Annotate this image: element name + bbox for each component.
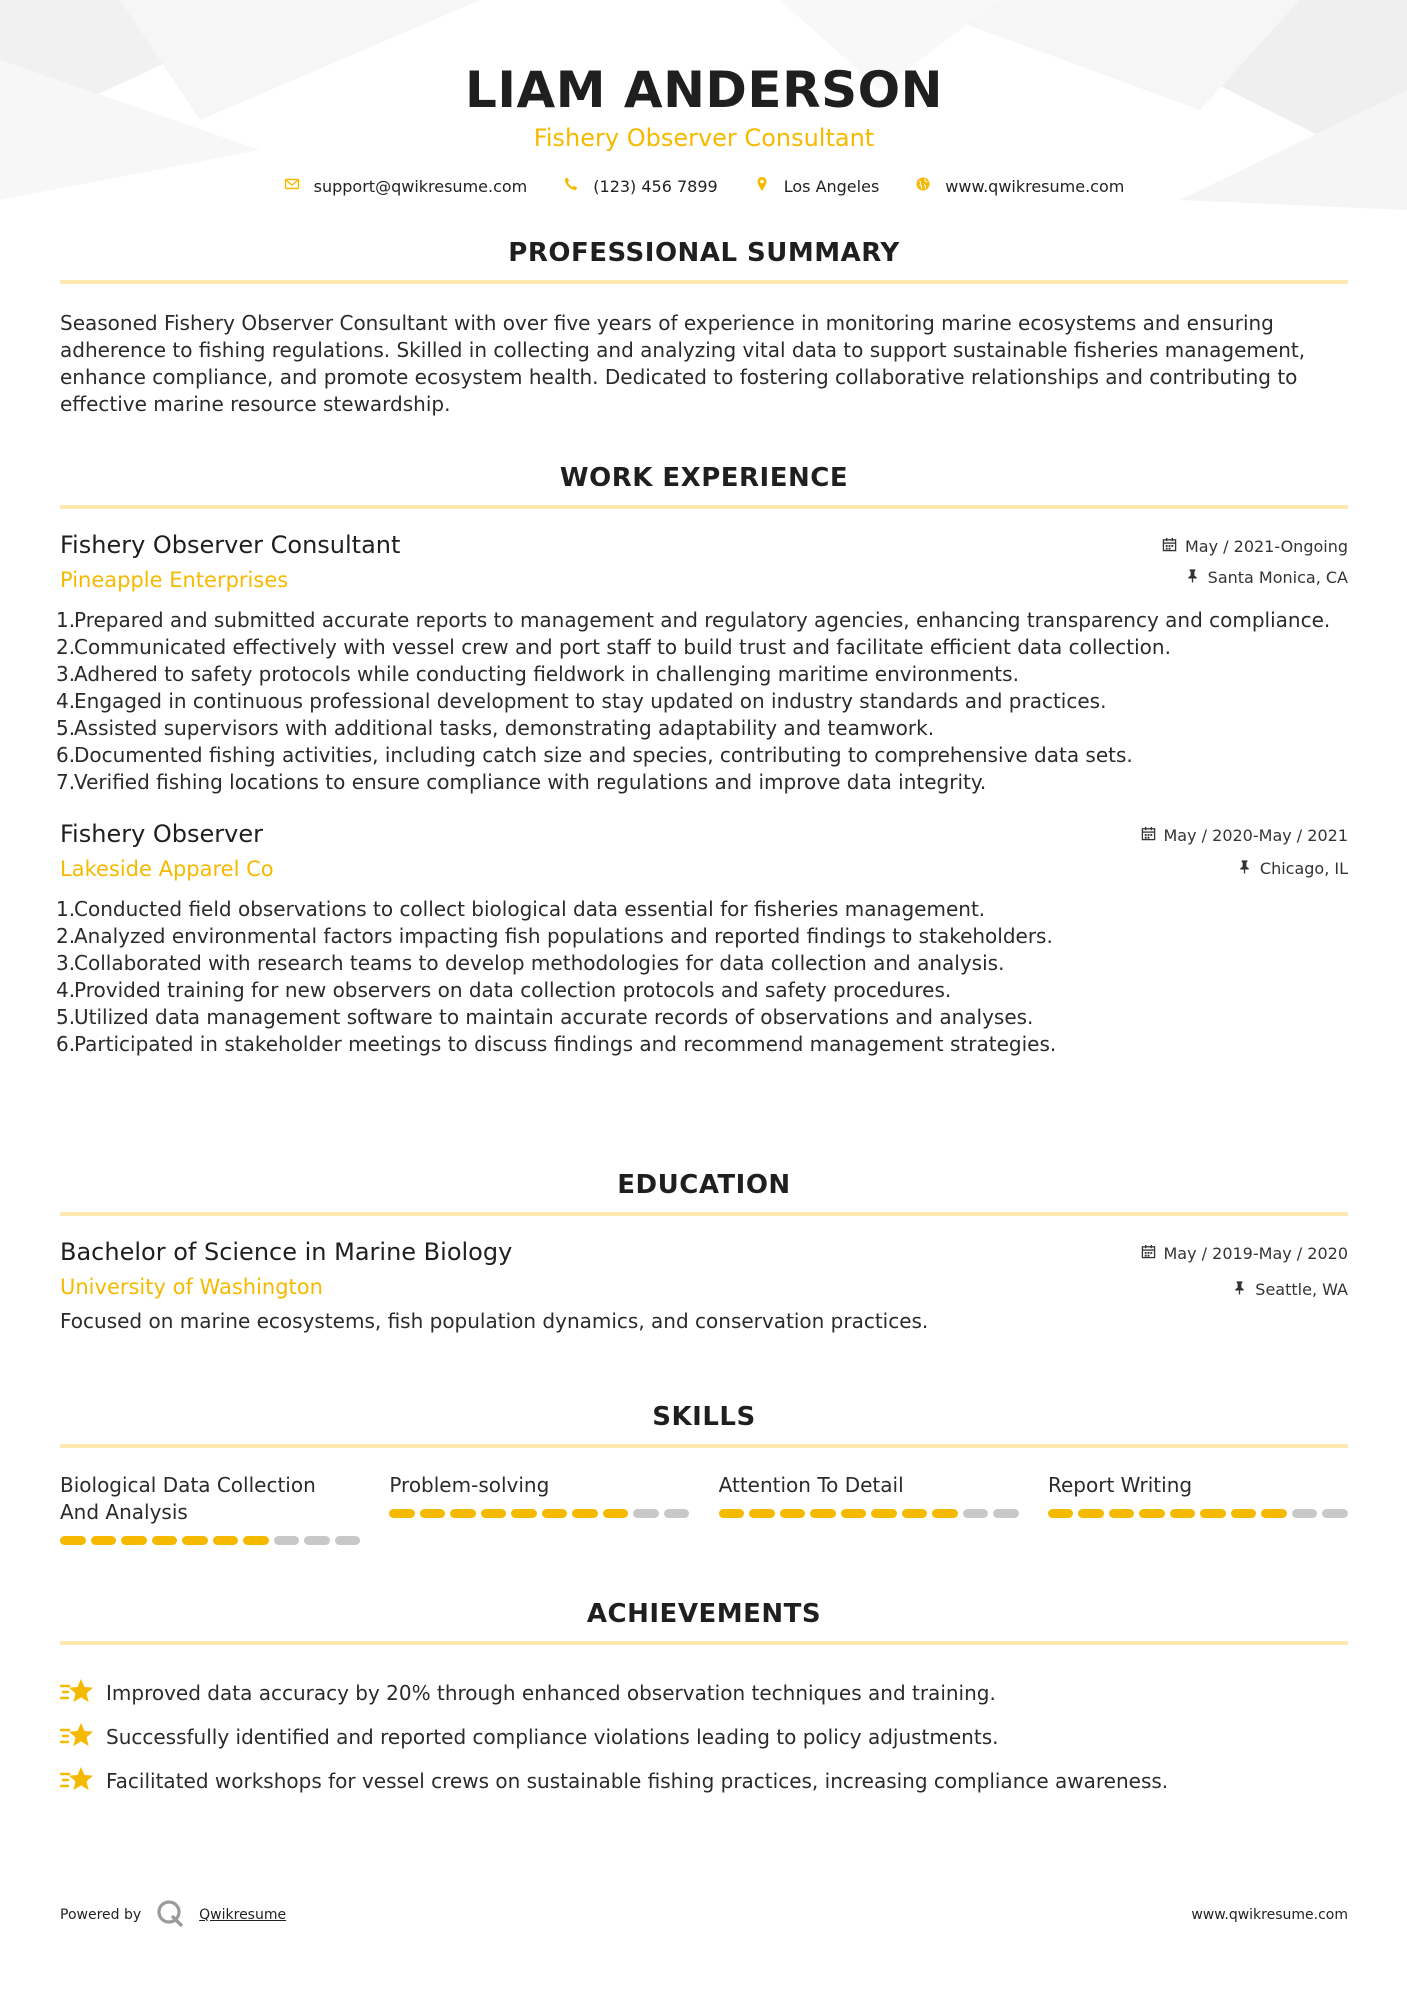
skill-rating-bar [719,1509,1019,1518]
job-role: Fishery Observer Consultant [60,531,401,559]
job-date [1162,535,1348,557]
candidate-title: Fishery Observer Consultant [533,124,875,152]
skill-segment-filled [780,1509,806,1518]
skill-rating-bar [60,1536,360,1545]
envelope-icon [284,176,300,196]
skill-segment-filled [1078,1509,1104,1518]
list-item: 3. Collaborated with research teams to develop methodologies for data collection and analysis. [56,951,1005,975]
skill-segment-filled [542,1509,568,1518]
list-item: 5. Utilized data management software to maintain accurate records of observations and analyses. [56,1005,1034,1029]
skill-name: Report Writing [1047,1473,1193,1497]
achievement-item [60,1759,1348,1803]
job-company: Lakeside Apparel Co [60,857,274,881]
job-date [1141,824,1349,846]
skill-name: Attention To Detail [718,1473,904,1497]
skill-item [389,1472,689,1545]
skills-heading: SKILLS [652,1402,756,1432]
degree: Bachelor of Science in Marine Biology [60,1238,513,1266]
contact-email[interactable] [284,176,528,196]
skill-segment-filled [1170,1509,1196,1518]
skill-segment-filled [1200,1509,1226,1518]
skill-segment-filled [389,1509,415,1518]
skill-segment-filled [91,1536,117,1545]
skill-segment-empty [963,1509,989,1518]
list-item: 5. Assisted supervisors with additional tasks, demonstrating adaptability and teamwork. [56,716,935,740]
achievement-list [60,1671,1348,1803]
list-item: 2. Analyzed environmental factors impacting fish populations and reported findings to stakeholders. [56,924,1053,948]
skill-segment-empty [993,1509,1019,1518]
education-location [1141,1278,1349,1300]
skill-segment-filled [871,1509,897,1518]
achievements-heading: ACHIEVEMENTS [586,1599,822,1629]
job-date-text: May / 2020-May / 2021 [1163,825,1348,845]
job-date-text: May / 2021-Ongoing [1185,536,1348,556]
school: University of Washington [60,1275,323,1299]
star-icon [60,1720,94,1755]
education-heading: EDUCATION [617,1170,791,1200]
education-section [60,1168,1348,1335]
skill-segment-filled [1139,1509,1165,1518]
job-location-text: Santa Monica, CA [1207,567,1348,587]
powered-by [60,1898,286,1932]
skill-segment-filled [1048,1509,1074,1518]
section-divider [60,280,1348,284]
skill-segment-filled [902,1509,928,1518]
list-item: 4. Engaged in continuous professional development to stay updated on industry standards and practices. [56,689,1107,713]
job-location [1141,857,1349,879]
education-date [1141,1242,1349,1264]
skill-item [60,1472,360,1545]
summary-text: Seasoned Fishery Observer Consultant with over five years of experience in monitoring marine ecosystems and ensuring adherence to fishing regulations. Skilled in collecting and analyzing vital data to support sustainable fisheries management, enhance compliance, and promote ecosystem health. Dedicated to fostering collaborative relationships and contributing to effective marine resource stewardship. [60,311,1306,416]
skills-list [60,1472,1348,1545]
qwikresume-link[interactable]: Qwikresume [199,1907,287,1923]
skill-segment-filled [60,1536,86,1545]
list-item: 1. Conducted field observations to collect biological data essential for fisheries management. [56,897,986,921]
skill-segment-filled [121,1536,147,1545]
education-description: Focused on marine ecosystems, fish population dynamics, and conservation practices. [60,1309,929,1333]
skill-segment-filled [932,1509,958,1518]
education-entry [60,1236,1348,1335]
contact-phone[interactable] [563,176,717,196]
list-item: 2. Communicated effectively with vessel crew and port staff to build trust and facilitate efficient data collection. [56,635,1171,659]
skill-segment-empty [1322,1509,1348,1518]
experience-heading: WORK EXPERIENCE [559,463,849,493]
list-item: 3. Adhered to safety protocols while conducting fieldwork in challenging maritime environments. [56,662,1019,686]
skill-segment-empty [1292,1509,1318,1518]
globe-icon [915,176,931,196]
list-item: 1. Prepared and submitted accurate reports to management and regulatory agencies, enhancing transparency and compliance. [56,608,1331,632]
experience-section [56,461,1348,1058]
achievement-text: Successfully identified and reported compliance violations leading to policy adjustments. [106,1725,999,1749]
calendar-icon [1141,1244,1156,1263]
job-entry [56,818,1348,1058]
phone-icon [563,176,579,196]
powered-by-label: Powered by [60,1907,142,1923]
skills-section [60,1400,1348,1545]
skill-segment-filled [481,1509,507,1518]
summary-section [60,236,1348,418]
skill-name: Biological Data Collection And Analysis [60,1473,316,1524]
achievement-item [60,1715,1348,1759]
skill-segment-filled [603,1509,629,1518]
star-icon [60,1764,94,1799]
job-bullets [56,607,1348,796]
pushpin-icon [1185,568,1200,587]
map-pin-icon [754,176,770,196]
skill-segment-empty [274,1536,300,1545]
skill-rating-bar [1048,1509,1348,1518]
skill-segment-filled [810,1509,836,1518]
section-divider [60,505,1348,509]
contact-website[interactable] [915,176,1124,196]
calendar-icon [1162,537,1177,556]
skill-segment-filled [420,1509,446,1518]
skill-item [719,1472,1019,1545]
skill-segment-filled [182,1536,208,1545]
skill-segment-filled [152,1536,178,1545]
skill-segment-filled [719,1509,745,1518]
job-location [1162,566,1348,588]
footer-website-link[interactable]: www.qwikresume.com [1191,1907,1348,1923]
achievement-text: Facilitated workshops for vessel crews on sustainable fishing practices, increasing compliance awareness. [106,1769,1169,1793]
skill-segment-filled [1261,1509,1287,1518]
job-entry [56,529,1348,796]
skill-rating-bar [389,1509,689,1518]
skill-segment-filled [1109,1509,1135,1518]
list-item: 7. Verified fishing locations to ensure compliance with regulations and improve data integrity. [56,770,987,794]
list-item: 4. Provided training for new observers on data collection protocols and safety procedures. [56,978,952,1002]
skill-segment-empty [304,1536,330,1545]
job-company: Pineapple Enterprises [60,568,289,592]
skill-segment-empty [335,1536,361,1545]
skill-item [1048,1472,1348,1545]
section-divider [60,1444,1348,1448]
summary-heading: PROFESSIONAL SUMMARY [508,238,900,268]
email-text: support@qwikresume.com [313,176,528,196]
website-text: www.qwikresume.com [945,176,1125,196]
skill-segment-filled [511,1509,537,1518]
achievement-item [60,1671,1348,1715]
list-item: 6. Documented fishing activities, including catch size and species, contributing to comprehensive data sets. [56,743,1133,767]
achievements-section [60,1597,1348,1803]
pushpin-icon [1237,859,1252,878]
job-location-text: Chicago, IL [1259,858,1348,878]
footer [60,1898,1348,1932]
calendar-icon [1141,826,1156,845]
skill-segment-empty [633,1509,659,1518]
contact-location [754,176,880,196]
star-icon [60,1676,94,1711]
skill-segment-filled [450,1509,476,1518]
skill-name: Problem-solving [389,1473,550,1497]
job-role: Fishery Observer [60,820,264,848]
list-item: 6. Participated in stakeholder meetings to discuss findings and recommend management strategies. [56,1032,1057,1056]
skill-segment-empty [664,1509,690,1518]
candidate-name: LIAM ANDERSON [465,61,943,119]
education-location-text: Seattle, WA [1255,1279,1348,1299]
phone-text: (123) 456 7899 [593,176,718,196]
section-divider [60,1641,1348,1645]
skill-segment-filled [1231,1509,1257,1518]
section-divider [60,1212,1348,1216]
location-text: Los Angeles [783,176,880,196]
contact-bar [60,174,1348,198]
skill-segment-filled [572,1509,598,1518]
pushpin-icon [1232,1280,1247,1299]
job-bullets [56,896,1348,1058]
resume-header [60,0,1348,198]
achievement-text: Improved data accuracy by 20% through enhanced observation techniques and training. [106,1681,996,1705]
skill-segment-filled [749,1509,775,1518]
skill-segment-filled [213,1536,239,1545]
education-date-text: May / 2019-May / 2020 [1163,1243,1348,1263]
skill-segment-filled [243,1536,269,1545]
qwikresume-logo-icon [155,1898,185,1932]
skill-segment-filled [841,1509,867,1518]
